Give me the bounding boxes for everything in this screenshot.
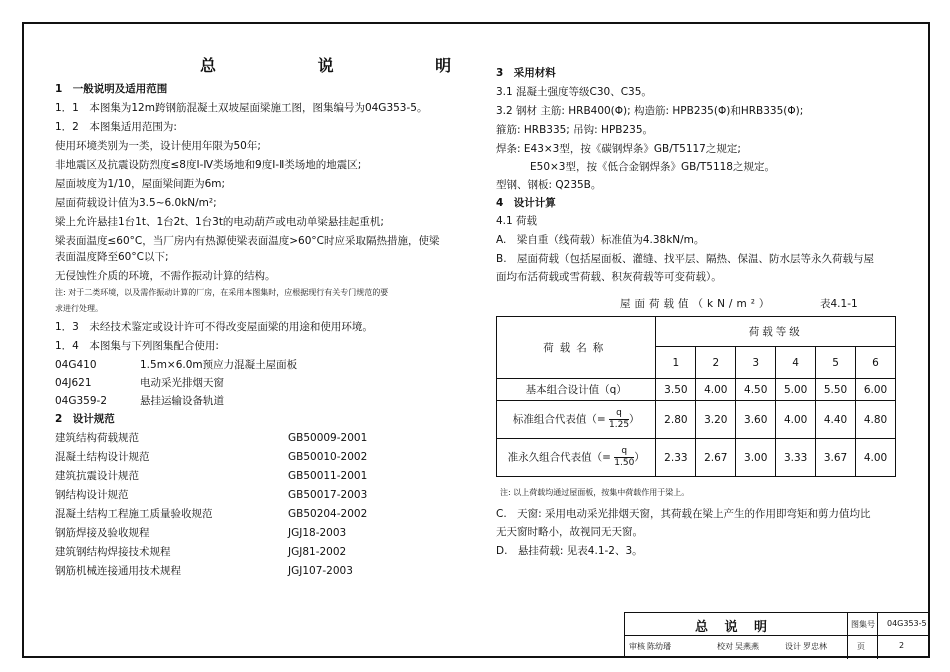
code-number: GB50010-2002	[288, 451, 368, 463]
roof-load-table	[496, 316, 896, 477]
table-row-name: 标准组合代表值（=	[512, 413, 606, 426]
calc-item-a: A. 梁自重（线荷载）标准值为4.38kN/m。	[496, 234, 705, 246]
table-cell: 2.33	[656, 439, 696, 477]
table-level: 4	[776, 347, 816, 379]
material-line-1: 3.1 混凝土强度等级C30、C35。	[496, 86, 652, 98]
table-cell: 5.50	[816, 379, 856, 401]
check-label: 校对	[717, 642, 733, 651]
table-number: 表4.1-1	[820, 298, 858, 310]
calc-item-b-line-2: 面均布活荷载或雪荷载、积灰荷载等可变荷载）。	[496, 271, 722, 283]
material-line-6: 型钢、钢板: Q235B。	[496, 179, 602, 191]
calc-item-c-line-1: C. 天窗: 采用电动采光排烟天窗，其荷载在梁上产生的作用即弯矩和剪力值均比	[496, 508, 871, 520]
page-title: 总 说 明	[200, 56, 500, 75]
section-4-heading: 4 设计计算	[496, 197, 556, 209]
title-block-title: 总 说 明	[695, 620, 774, 635]
atlas-name: 1.5m×6.0m预应力混凝土屋面板	[140, 359, 298, 371]
code-name: 混凝土结构工程施工质量验收规范	[55, 508, 213, 520]
table-row	[497, 379, 896, 401]
table-row-name: 准永久组合代表值（=	[507, 451, 611, 464]
material-line-2: 3.2 钢材 主筋: HRB400(Φ); 构造筋: HPB235(Φ)和HRB335(Φ);	[496, 105, 804, 117]
table-cell: 3.33	[776, 439, 816, 477]
atlas-code: 04J621	[55, 377, 92, 389]
table-cell: 4.00	[856, 439, 896, 477]
table-cell: 2.80	[656, 401, 696, 439]
fraction	[614, 446, 634, 469]
code-name: 钢结构设计规范	[55, 489, 129, 501]
section-3-heading: 3 采用材料	[496, 67, 556, 79]
atlas-code: 04G410	[55, 359, 97, 371]
table-row	[497, 401, 896, 439]
fraction-numerator: q	[614, 446, 634, 458]
table-cell: 4.80	[856, 401, 896, 439]
note-line-2: 求进行处理。	[55, 304, 103, 313]
scope-line-6: 梁表面温度≤60°C，当厂房内有热源使梁表面温度>60°C时应采取隔热措施，使梁	[55, 235, 440, 247]
code-name: 钢筋焊接及验收规程	[55, 527, 150, 539]
code-name: 钢筋机械连接通用技术规程	[55, 565, 181, 577]
fraction-numerator: q	[609, 408, 629, 420]
atlas-number-label: 图集号	[851, 620, 875, 629]
fraction	[609, 408, 629, 431]
design-label: 设计	[785, 642, 801, 651]
table-cell: 5.00	[776, 379, 816, 401]
table-row-name-cell: 准永久组合代表值（= $\frac{q}{1.50}$ ）	[497, 439, 656, 477]
fraction-denominator: 1.50	[614, 458, 635, 468]
scope-line-3: 屋面坡度为1/10，屋面梁间距为6m;	[55, 178, 226, 190]
table-level: 1	[656, 347, 696, 379]
title-block-divider	[847, 613, 848, 659]
para-1-3: 1．3 未经技术鉴定或设计许可不得改变屋面梁的用途和使用环境。	[55, 321, 373, 333]
title-block-divider	[877, 613, 878, 659]
para-1-4: 1．4 本图集与下列图集配合使用:	[55, 340, 219, 352]
designer-name: 罗忠林	[803, 642, 827, 651]
table-cell: 3.50	[656, 379, 696, 401]
table-title: 屋面荷载值（kN/m²）	[620, 298, 774, 310]
scope-line-7: 表面温度降至60°C以下;	[55, 251, 169, 263]
calc-item-c-line-2: 无天窗时略小，故视同无天窗。	[496, 526, 643, 538]
code-name: 建筑抗震设计规范	[55, 470, 139, 482]
atlas-number: 04G353-5	[887, 619, 927, 628]
code-number: GB50017-2003	[288, 489, 368, 501]
table-level: 3	[736, 347, 776, 379]
table-row-name: 基本组合设计值（q）	[497, 379, 656, 401]
table-cell: 6.00	[856, 379, 896, 401]
calc-item-b-line-1: B. 屋面荷载（包括屋面板、灌缝、找平层、隔热、保温、防水层等永久荷载与屋	[496, 253, 875, 265]
table-cell: 4.50	[736, 379, 776, 401]
scope-line-8: 无侵蚀性介质的环境，不需作振动计算的结构。	[55, 270, 276, 282]
table-cell: 3.00	[736, 439, 776, 477]
table-cell: 4.00	[696, 379, 736, 401]
calc-item-d: D. 悬挂荷载: 见表4.1-2、3。	[496, 545, 643, 557]
table-note: 注: 以上荷载均通过屋面板，按集中荷载作用于梁上。	[500, 488, 690, 497]
scope-line-2: 非地震区及抗震设防烈度≤8度Ⅰ-Ⅳ类场地和9度Ⅰ-Ⅱ类场地的地震区;	[55, 159, 362, 171]
fraction-denominator: 1.25	[609, 420, 630, 430]
section-1-heading: 1 一般说明及适用范围	[55, 83, 168, 95]
code-name: 混凝土结构设计规范	[55, 451, 150, 463]
table-level: 5	[816, 347, 856, 379]
code-name: 建筑钢结构焊接技术规程	[55, 546, 171, 558]
page-number: 2	[899, 641, 905, 650]
code-number: GB50009-2001	[288, 432, 368, 444]
note-line-1: 注: 对于二类环境，以及需作振动计算的厂房，在采用本图集时，应根据现行有关专门规范的要	[55, 288, 389, 297]
page-label: 页	[857, 642, 865, 651]
table-column-header: 荷载等级	[656, 317, 896, 347]
title-block-divider	[625, 635, 929, 636]
material-line-5: E50×3型，按《低合金钢焊条》GB/T5118之规定。	[530, 161, 775, 173]
table-cell: 4.00	[776, 401, 816, 439]
table-cell: 2.67	[696, 439, 736, 477]
table-cell: 3.20	[696, 401, 736, 439]
scope-line-4: 屋面荷载设计值为3.5~6.0kN/m²;	[55, 197, 217, 209]
atlas-name: 电动采光排烟天窗	[140, 377, 224, 389]
reviewer-name: 陈幼璠	[647, 642, 671, 651]
table-level: 2	[696, 347, 736, 379]
title-block	[624, 612, 928, 658]
section-2-heading: 2 设计规范	[55, 413, 115, 425]
code-name: 建筑结构荷载规范	[55, 432, 139, 444]
code-number: JGJ81-2002	[288, 546, 347, 558]
table-level: 6	[856, 347, 896, 379]
calc-4-1: 4.1 荷载	[496, 215, 538, 227]
para-1-2: 1．2 本图集适用范围为:	[55, 121, 177, 133]
code-number: JGJ18-2003	[288, 527, 347, 539]
material-line-4: 焊条: E43×3型，按《碳钢焊条》GB/T5117之规定;	[496, 143, 741, 155]
atlas-code: 04G359-2	[55, 395, 108, 407]
material-line-3: 箍筋: HRB335; 吊钩: HPB235。	[496, 124, 654, 136]
table-cell: 3.60	[736, 401, 776, 439]
code-number: GB50204-2002	[288, 508, 368, 520]
code-number: GB50011-2001	[288, 470, 368, 482]
scope-line-5: 梁上允许悬挂1台1t、1台2t、1台3t的电动葫芦或电动单梁悬挂起重机;	[55, 216, 384, 228]
code-number: JGJ107-2003	[288, 565, 353, 577]
checker-name: 吴燕燕	[735, 642, 759, 651]
table-cell: 4.40	[816, 401, 856, 439]
table-row-header: 荷载名称	[497, 317, 656, 379]
table-row	[497, 439, 896, 477]
review-label: 审核	[629, 642, 645, 651]
table-cell: 3.67	[816, 439, 856, 477]
scope-line-1: 使用环境类别为一类，设计使用年限为50年;	[55, 140, 261, 152]
atlas-name: 悬挂运输设备轨道	[140, 395, 224, 407]
table-row-name-cell: 标准组合代表值（= $\frac{q}{1.25}$ ）	[497, 401, 656, 439]
para-1-1: 1．1 本图集为12m跨钢筋混凝土双坡屋面梁施工图，图集编号为04G353-5。	[55, 102, 428, 114]
